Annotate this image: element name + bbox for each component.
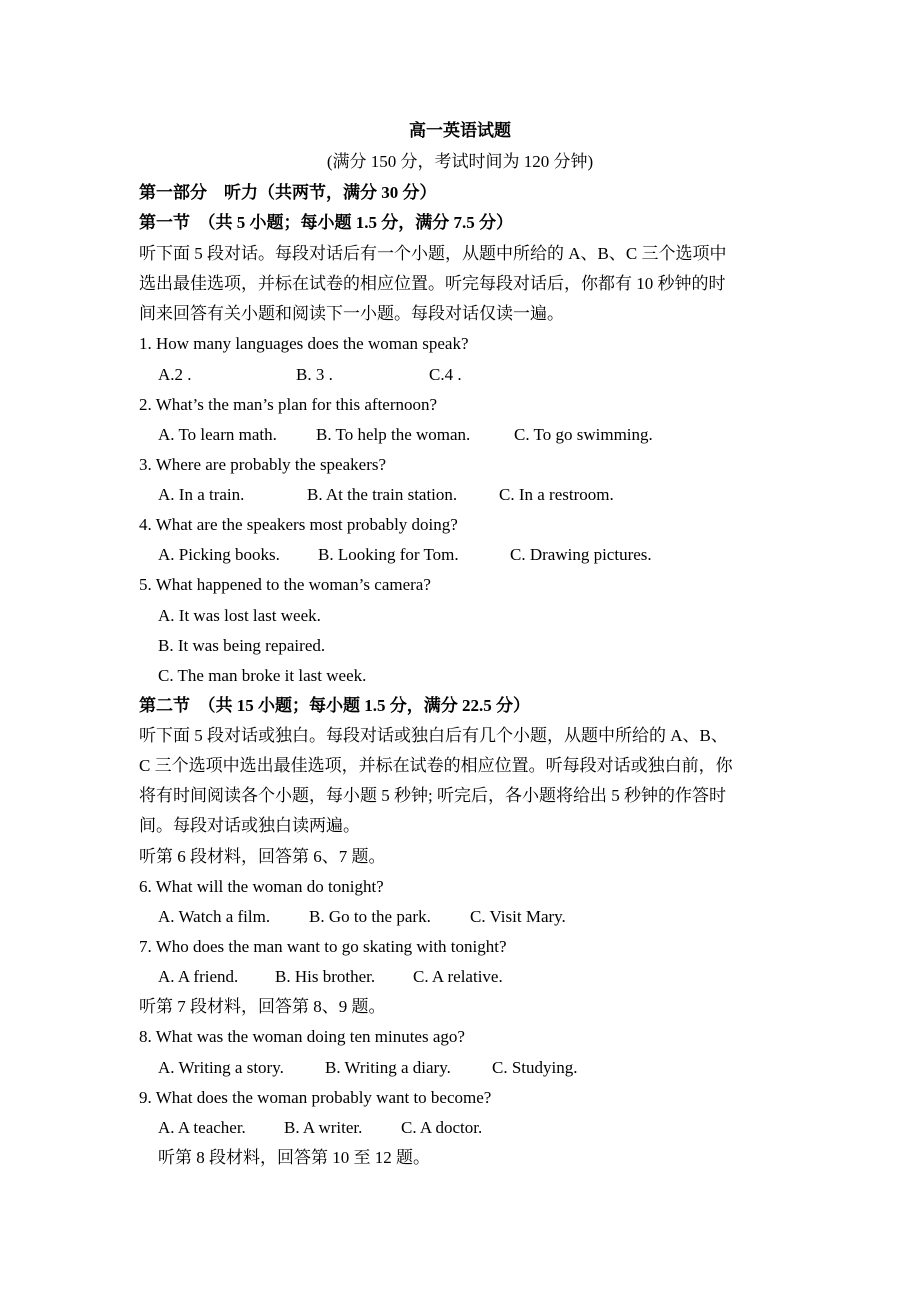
section2-heading: 第二节 （共 15 小题；每小题 1.5 分，满分 22.5 分） — [139, 696, 530, 715]
page-subtitle: (满分 150 分，考试时间为 120 分钟) — [326, 152, 594, 171]
section1-instructions-line: 间来回答有关小题和阅读下一小题。每段对话仅读一遍。 — [139, 304, 564, 323]
q9-option-c: C. A doctor. — [401, 1118, 483, 1137]
section2-instructions-line: 听下面 5 段对话或独白。每段对话或独白后有几个小题，从题中所给的 A、B、 — [139, 726, 728, 745]
q5-option-c: C. The man broke it last week. — [158, 666, 367, 685]
q6-option-c: C. Visit Mary. — [470, 907, 566, 926]
q9-option-a: A. A teacher. — [158, 1118, 246, 1137]
part1-heading: 第一部分 听力（共两节，满分 30 分） — [139, 183, 437, 202]
section2-instructions-line: C 三个选项中选出最佳选项，并标在试卷的相应位置。听每段对话或独白前，你 — [139, 756, 733, 775]
q2-option-b: B. To help the woman. — [316, 425, 471, 444]
q5-option-b: B. It was being repaired. — [158, 636, 326, 655]
q3-option-a: A. In a train. — [158, 485, 245, 504]
question-1: 1. How many languages does the woman speak? — [139, 334, 469, 353]
q1-option-a: A.2 . — [158, 365, 192, 384]
q3-option-c: C. In a restroom. — [499, 485, 614, 504]
material-8-note: 听第 8 段材料，回答第 10 至 12 题。 — [158, 1148, 430, 1167]
section1-heading: 第一节 （共 5 小题；每小题 1.5 分，满分 7.5 分） — [139, 213, 513, 232]
question-9: 9. What does the woman probably want to become? — [139, 1088, 492, 1107]
question-7: 7. Who does the man want to go skating with tonight? — [139, 937, 507, 956]
section1-instructions-line: 听下面 5 段对话。每段对话后有一个小题，从题中所给的 A、B、C 三个选项中 — [139, 244, 727, 263]
q2-option-c: C. To go swimming. — [514, 425, 653, 444]
q8-option-c: C. Studying. — [492, 1058, 578, 1077]
q9-option-b: B. A writer. — [284, 1118, 363, 1137]
section2-instructions-line: 间。每段对话或独白读两遍。 — [139, 816, 360, 835]
section1-instructions-line: 选出最佳选项，并标在试卷的相应位置。听完每段对话后，你都有 10 秒钟的时 — [139, 274, 726, 293]
q7-option-c: C. A relative. — [413, 967, 503, 986]
q7-option-a: A. A friend. — [158, 967, 239, 986]
question-3: 3. Where are probably the speakers? — [139, 455, 387, 474]
q4-option-c: C. Drawing pictures. — [510, 545, 652, 564]
page-title: 高一英语试题 — [409, 121, 511, 140]
q7-option-b: B. His brother. — [275, 967, 376, 986]
question-6: 6. What will the woman do tonight? — [139, 877, 384, 896]
q3-option-b: B. At the train station. — [307, 485, 458, 504]
question-5: 5. What happened to the woman’s camera? — [139, 575, 431, 594]
material-6-note: 听第 6 段材料，回答第 6、7 题。 — [139, 847, 386, 866]
q6-option-b: B. Go to the park. — [309, 907, 431, 926]
question-8: 8. What was the woman doing ten minutes ago? — [139, 1027, 465, 1046]
section2-instructions-line: 将有时间阅读各个小题，每小题 5 秒钟; 听完后，各小题将给出 5 秒钟的作答时 — [139, 786, 726, 805]
q8-option-a: A. Writing a story. — [158, 1058, 284, 1077]
q5-option-a: A. It was lost last week. — [158, 606, 321, 625]
q1-option-b: B. 3 . — [296, 365, 333, 384]
question-4: 4. What are the speakers most probably doing? — [139, 515, 458, 534]
q6-option-a: A. Watch a film. — [158, 907, 271, 926]
q2-option-a: A. To learn math. — [158, 425, 277, 444]
q1-option-c: C.4 . — [429, 365, 462, 384]
q4-option-b: B. Looking for Tom. — [318, 545, 459, 564]
q4-option-a: A. Picking books. — [158, 545, 280, 564]
question-2: 2. What’s the man’s plan for this afternoon? — [139, 395, 438, 414]
q8-option-b: B. Writing a diary. — [325, 1058, 451, 1077]
material-7-note: 听第 7 段材料，回答第 8、9 题。 — [139, 997, 386, 1016]
